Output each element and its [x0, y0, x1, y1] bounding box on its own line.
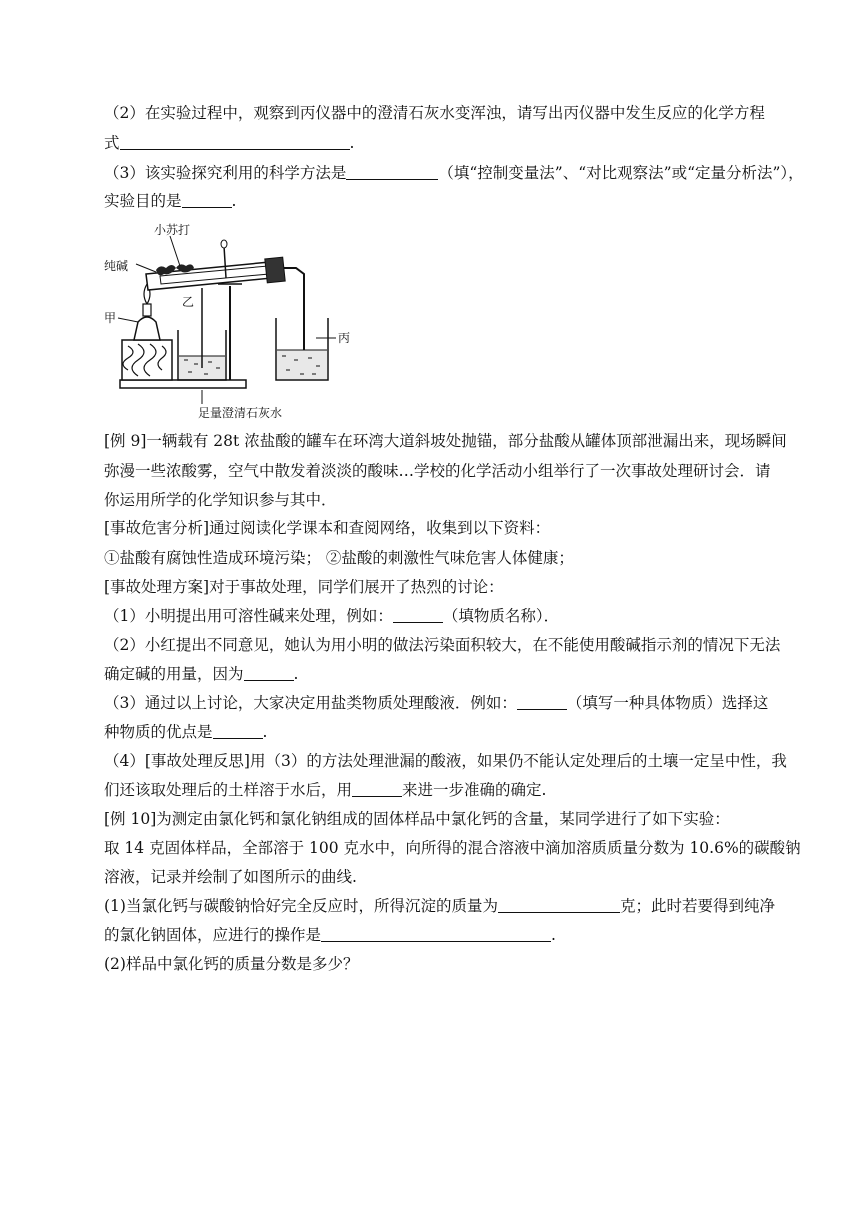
ex9-s3-line2 [104, 722, 760, 742]
test-tube-outer [146, 240, 285, 290]
answer-blank-base-name[interactable] [393, 607, 443, 623]
q3-line1-prefix: （3）该实验探究利用的科学方法是 [104, 164, 347, 182]
answer-blank-tool[interactable] [352, 781, 402, 797]
ex9-hazard-items: ①盐酸有腐蚀性造成环境污染； ②盐酸的刺激性气味危害人体健康； [104, 549, 574, 567]
q2-line1: （2）在实验过程中，观察到丙仪器中的澄清石灰水变浑浊，请写出丙仪器中发生反应的化学方程 [104, 104, 765, 122]
answer-blank-method[interactable] [346, 164, 438, 180]
ex10-s1-line2 [104, 925, 760, 945]
ex9-p1-line2: 弥漫一些浓酸雾，空气中散发着淡淡的酸味…学校的化学活动小组举行了一次事故处理研讨会．请 [104, 462, 771, 480]
ex9-s4-line1: （4）[事故处理反思]用（3）的方法处理泄漏的酸液，如果仍不能认定处理后的土壤一定呈中性，我 [104, 752, 787, 770]
ex10-s1-line2-text: 的氯化钠固体，应进行的操作是 [104, 926, 322, 944]
q3-line2 [104, 191, 760, 211]
answer-blank-salt[interactable] [517, 694, 567, 710]
answer-blank-reason[interactable] [244, 665, 294, 681]
answer-blank-operation[interactable] [321, 926, 551, 942]
ex10-intro: [例 10]为测定由氯化钙和氯化钠组成的固体样品中氯化钙的含量，某同学进行了如下实验： [104, 810, 730, 828]
ex9-s1 [104, 606, 760, 626]
ex10-s1-line1-suffix: 克；此时若要得到纯净 [619, 897, 775, 915]
label-bing: 丙 [338, 331, 351, 345]
label-xiaosuda: 小苏打 [154, 223, 191, 237]
ex10-p-line1: 取 14 克固体样品，全部溶于 100 克水中，向所得的混合溶液中滴加溶质质量分数为 10.6%的碳酸钠 [104, 839, 801, 857]
answer-blank-advantage[interactable] [213, 723, 263, 739]
ex9-s2-line2-prefix: 确定碱的用量，因为 [104, 665, 244, 683]
ex9-p1-line1: [例 9]一辆载有 28t 浓盐酸的罐车在环湾大道斜坡处抛锚，部分盐酸从罐体顶部泄漏出来，现场瞬间 [104, 432, 787, 450]
ex9-s4-line2 [104, 780, 760, 800]
ex9-plan-title: [事故处理方案]对于事故处理，同学们展开了热烈的讨论： [104, 578, 504, 596]
label-yi: 乙 [182, 295, 195, 309]
ex9-s3-line2-suffix: . [262, 723, 268, 741]
ex9-s3-line1-suffix: （填写一种具体物质）选择这 [566, 694, 769, 712]
ex10-s1-line1 [104, 896, 775, 916]
q2-line2-suffix: . [349, 134, 355, 152]
answer-blank-equation[interactable] [120, 134, 350, 150]
label-chunjian: 纯碱 [104, 259, 129, 273]
q3-line1 [104, 163, 804, 183]
beaker-bing [276, 318, 336, 380]
label-limewater: 足量澄清石灰水 [198, 406, 283, 420]
ex9-s2-line2 [104, 664, 760, 684]
ex9-hazard-title: [事故危害分析]通过阅读化学课本和查阅网络，收集到以下资料： [104, 519, 551, 537]
ex10-s1-line1-prefix: (1)当氯化钙与碳酸钠恰好完全反应时，所得沉淀的质量为 [104, 897, 498, 915]
q3-line2-prefix: 实验目的是 [104, 192, 182, 210]
wood-block [122, 340, 172, 380]
ex10-s1-line2-suffix: . [551, 926, 556, 944]
q2-line2 [104, 133, 760, 153]
ex9-p1-line3: 你运用所学的化学知识参与其中． [104, 491, 337, 509]
ex9-s1-suffix: （填物质名称）． [442, 607, 560, 625]
q3-line2-suffix: . [231, 192, 237, 210]
ex9-s3-line1-prefix: （3）通过以上讨论，大家决定用盐类物质处理酸液．例如： [104, 694, 517, 712]
ex9-s4-line2-prefix: 们还该取处理后的土样溶于水后，用 [104, 781, 353, 799]
ex10-s2: (2)样品中氯化钙的质量分数是多少？ [104, 955, 359, 973]
q3-line1-suffix: （填“控制变量法”、“对比观察法”或“定量分析法”）， [438, 164, 804, 182]
ex10-p-line2: 溶液，记录并绘制了如图所示的曲线. [104, 868, 357, 886]
alcohol-lamp-jia [118, 284, 160, 340]
apparatus-diagram [100, 218, 360, 420]
ex9-s3-line2-prefix: 种物质的优点是 [104, 723, 213, 741]
ex9-s4-line2-suffix: 来进一步准确的确定. [402, 781, 547, 799]
ex9-s2-line2-suffix: . [293, 665, 299, 683]
ex9-s1-prefix: （1）小明提出用可溶性碱来处理，例如： [104, 607, 393, 625]
ex9-s3-line1 [104, 693, 769, 713]
ex9-s2-line1: （2）小红提出不同意见，她认为用小明的做法污染面积较大，在不能使用酸碱指示剂的情况下无法 [104, 636, 781, 654]
q2-line2-prefix: 式 [104, 134, 120, 152]
answer-blank-precipitate-mass[interactable] [498, 897, 620, 913]
answer-blank-purpose[interactable] [182, 192, 232, 208]
label-jia: 甲 [104, 311, 117, 325]
